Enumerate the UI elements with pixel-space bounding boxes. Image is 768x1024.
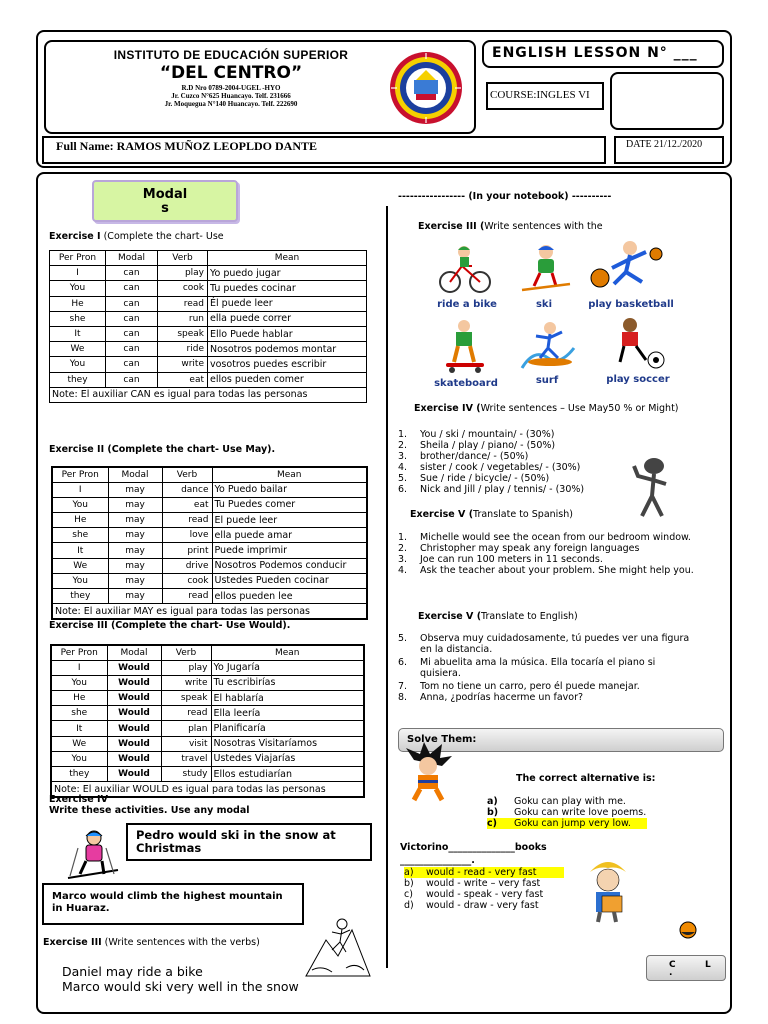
table-row: You may eat Tu Puedes comer — [52, 497, 367, 512]
table-header-row: Per Pron Modal Verb Mean — [52, 467, 367, 482]
exercise-5-spanish-title: Exercise V (Translate to Spanish) — [410, 509, 573, 520]
table-header-row: Per Pron Modal Verb Mean — [51, 645, 364, 660]
picture-label: ride a bike — [437, 299, 497, 310]
institute-seal-icon — [388, 50, 464, 126]
table-row: It may print Puede imprimir — [52, 543, 367, 558]
soccer-icon — [606, 316, 668, 372]
table-header-row: Per Pron Modal Verb Mean — [50, 251, 367, 266]
table-row: It can speak Ello Puede hablar — [50, 326, 367, 341]
list-item: 1. You / ski / mountain/ - (30%) — [398, 429, 555, 440]
list-item: 2. Christopher may speak any foreign languages — [398, 543, 640, 554]
table-row: You may cook Ustedes Pueden cocinar — [52, 573, 367, 588]
victorino-options — [404, 867, 564, 911]
picture-label: skateboard — [434, 378, 498, 389]
table-row: they may read ellos pueden lee — [52, 589, 367, 604]
answer-line: Marco would ski very well in the snow — [62, 979, 299, 994]
picture-label: ski — [535, 299, 553, 310]
exercise-2-table — [51, 466, 368, 620]
goku-options — [487, 796, 647, 829]
table-row: they can eat ellos pueden comer — [50, 372, 367, 387]
exercise-4-list — [398, 429, 628, 495]
victorino-question: Victorino______________books _______________. — [400, 842, 547, 866]
table-row: He can read Él puede leer — [50, 296, 367, 311]
list-item: 4. Ask the teacher about your problem. She might help you. — [398, 565, 694, 576]
list-item: 5. Observa muy cuidadosamente, tú puedes ver una figura en la distancia. — [398, 633, 690, 655]
column-divider — [386, 206, 388, 968]
list-item: 3. Joe can run 100 meters in 11 seconds. — [398, 554, 603, 565]
table-row: she Would read Ella leería — [51, 706, 364, 721]
institute-line-1: R.D Nro 0789-2004-UGEL -HYO — [181, 84, 281, 92]
table-row: He may read El puede leer — [52, 513, 367, 528]
exercise-5-english-list — [398, 633, 698, 703]
option-item-selected[interactable]: c) Goku can jump very low. — [487, 818, 647, 829]
table-note-row: Note: El auxiliar CAN es igual para todas las personas — [50, 387, 367, 402]
table-row: I can play Yo puedo jugar — [50, 266, 367, 281]
ski-icon — [520, 242, 572, 296]
option-item-selected[interactable]: a) would - read - very fast — [404, 867, 564, 878]
exercise-2-title: Exercise II (Complete the chart- Use May). — [49, 444, 276, 455]
table-row: I may dance Yo Puedo bailar — [52, 482, 367, 497]
table-row: You Would write Tu escribirías — [51, 675, 364, 690]
goku-icon — [400, 742, 456, 804]
list-item: 1. Michelle would see the ocean from our bedroom window. — [398, 532, 691, 543]
surf-icon — [520, 318, 576, 374]
option-item[interactable]: c) would - speak - very fast — [404, 889, 544, 900]
grade-box — [610, 72, 724, 130]
exercise-3-right-title: Exercise III (Write sentences with the — [418, 221, 603, 232]
sentence-box-1: Pedro would ski in the snow at Christmas — [126, 823, 372, 861]
option-item[interactable]: d) would - draw - very fast — [404, 900, 539, 911]
exercise-1-title: Exercise I (Complete the chart- Use — [49, 231, 224, 242]
exercise-1-table — [49, 250, 367, 403]
institute-line-3: Jr. Moquegua N°140 Huancayo. Telf. 222690 — [164, 100, 298, 108]
table-row: We may drive Nosotros Podemos conducir — [52, 558, 367, 573]
table-note-row: Note: El auxiliar MAY es igual para todas las personas — [52, 604, 367, 619]
institute-title: INSTITUTO DE EDUCACIÓN SUPERIOR — [113, 48, 349, 62]
list-item: 4. sister / cook / vegetables/ - (30%) — [398, 462, 581, 473]
table-note-row: Note: El auxiliar WOULD es igual para todas las personas — [51, 782, 364, 797]
exercise-3-left-title: Exercise III (Write sentences with the verbs) — [43, 937, 260, 948]
activities-pictures — [420, 238, 690, 392]
exercise-5-english-title: Exercise V (Translate to English) — [418, 611, 578, 622]
option-item[interactable]: a) Goku can play with me. — [487, 796, 626, 807]
picture-label: surf — [535, 375, 559, 386]
table-row: We can ride Nosotros podemos montar — [50, 342, 367, 357]
skier-icon — [64, 828, 122, 886]
picture-label: play soccer — [606, 374, 670, 385]
exercise-4-title: Exercise IV Write these activities. Use any modal — [49, 794, 250, 816]
sentence-box-2: Marco would climb the highest mountain in Huaraz. — [42, 883, 304, 925]
table-row: they Would study Ellos estudiarían — [51, 767, 364, 782]
option-item[interactable]: b) would - write – very fast — [404, 878, 541, 889]
table-row: she can run ella puede correr — [50, 311, 367, 326]
list-item: 2. Sheila / play / piano/ - (50%) — [398, 440, 556, 451]
date-label: DATE 21/12./2020 — [626, 139, 703, 150]
institute-line-2: Jr. Cuzco N°625 Huancayo. Telf. 231666 — [171, 92, 291, 100]
table-row: You can write vosotros puedes escribir — [50, 357, 367, 372]
exercise-3-left-answers — [62, 964, 299, 994]
answer-line: Daniel may ride a bike — [62, 964, 203, 979]
correct-alternative-label: The correct alternative is: — [516, 773, 656, 784]
list-item: 8. Anna, ¿podrías hacerme un favor? — [398, 692, 584, 703]
skateboard-icon — [442, 318, 488, 374]
modals-badge: Modal s — [92, 180, 238, 222]
table-row: We Would visit Nosotras Visitaríamos — [51, 736, 364, 751]
solve-them-bar: Solve Them: — [398, 728, 724, 752]
bike-icon — [438, 244, 492, 294]
list-item: 7. Tom no tiene un carro, pero él puede manejar. — [398, 681, 640, 692]
option-item[interactable]: b) Goku can write love poems. — [487, 807, 647, 818]
exercise-3-title: Exercise III (Complete the chart- Use Would). — [49, 620, 291, 631]
table-row: You Would travel Ustedes Viajarías — [51, 751, 364, 766]
table-row: she may love ella puede amar — [52, 528, 367, 543]
lesson-number: ENGLISH LESSON N° ___ — [492, 45, 698, 61]
picture-label: play basketball — [588, 299, 674, 310]
list-item: 3. brother/dance/ - (50%) — [398, 451, 529, 462]
full-name: Full Name: RAMOS MUÑOZ LEOPLDO DANTE — [56, 139, 317, 153]
table-row: You can cook Tu puedes cocinar — [50, 281, 367, 296]
reading-boy-icon — [580, 858, 636, 924]
exercise-3-table — [50, 644, 365, 798]
thinking-figure-icon — [624, 454, 680, 520]
list-item: 6. Nick and Jill / play / tennis/ - (30%) — [398, 484, 585, 495]
table-row: It Would plan Planificaría — [51, 721, 364, 736]
dragon-ball-icon — [678, 920, 698, 940]
list-item: 5. Sue / ride / bicycle/ - (50%) — [398, 473, 550, 484]
table-row: He Would speak El hablaría — [51, 691, 364, 706]
table-row: I Would play Yo Jugaría — [51, 660, 364, 675]
corner-tag: C L . — [646, 955, 726, 981]
basketball-icon — [586, 238, 666, 296]
course-label: COURSE:INGLES VI — [490, 89, 590, 101]
institute-name: “DEL CENTRO” — [159, 63, 303, 83]
list-item: 6. Mi abuelita ama la música. Ella tocaría el piano si quisiera. — [398, 657, 656, 679]
exercise-5-spanish-list — [398, 532, 700, 576]
notebook-heading: ----------------- (In your notebook) ---------- — [398, 191, 612, 202]
climber-icon — [302, 910, 374, 980]
exercise-4-right-title: Exercise IV (Write sentences – Use May50 % or Might) — [414, 403, 679, 414]
